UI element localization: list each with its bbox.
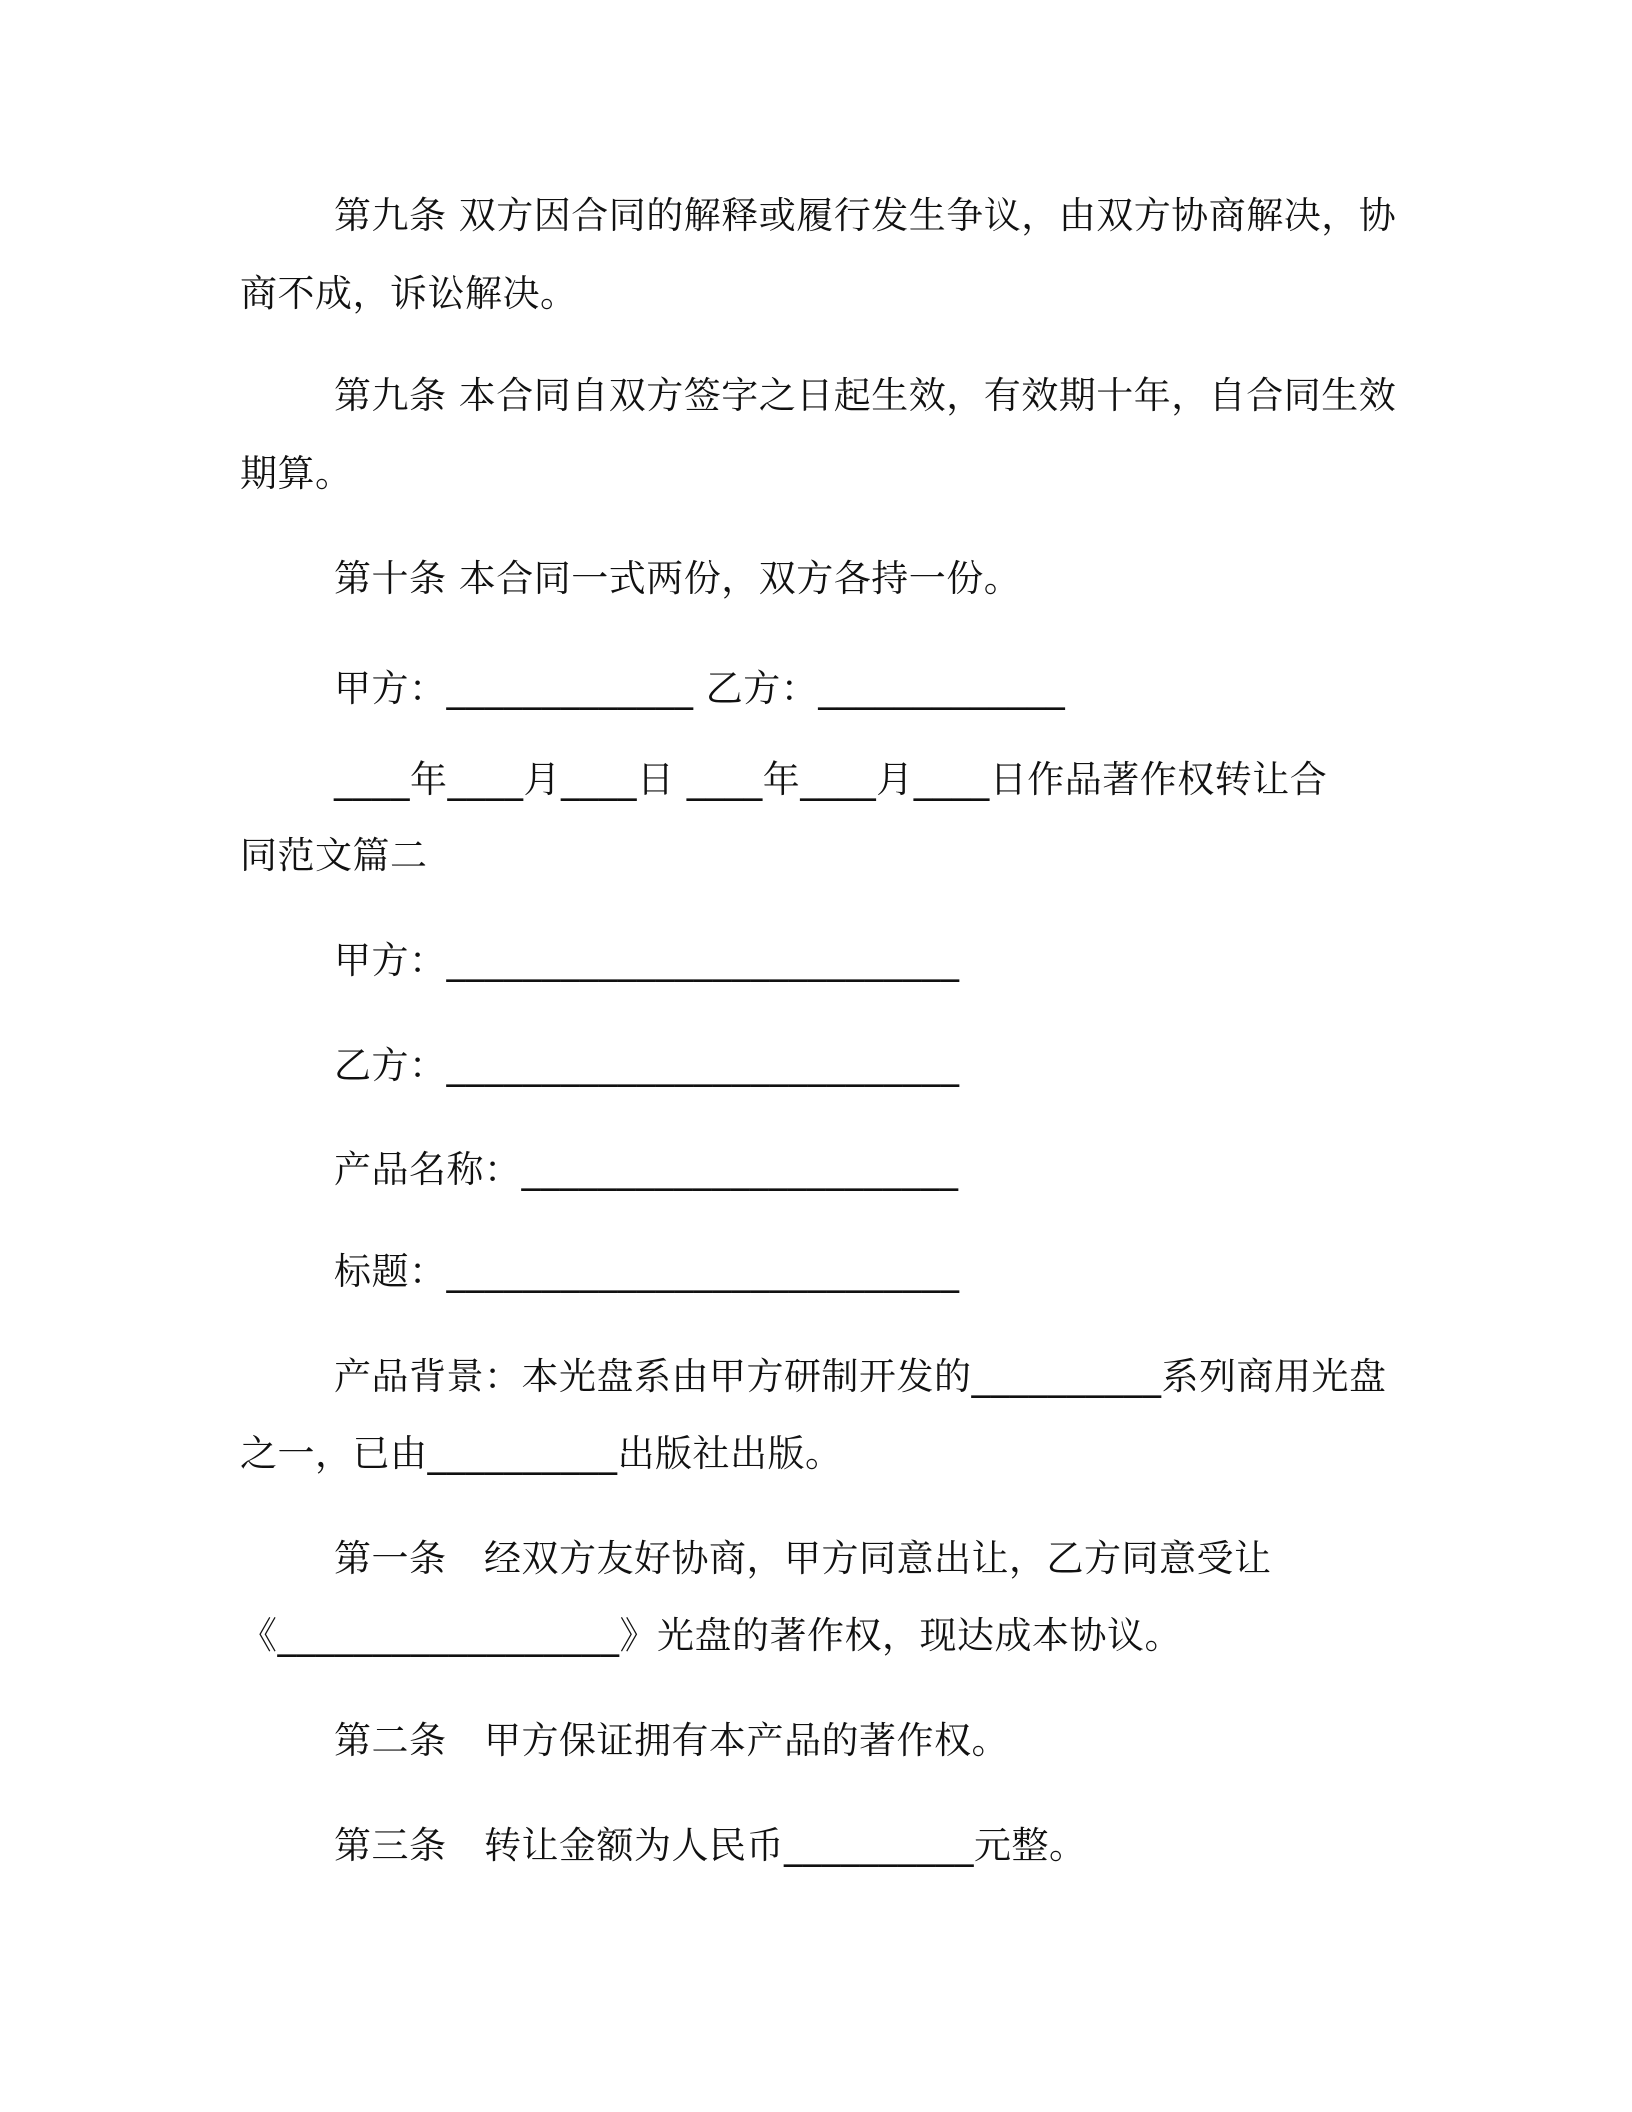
product-background-line-2: 之一，已由__________出版社出版。 bbox=[240, 1432, 843, 1475]
article-1-line-1: 第一条 经双方友好协商，甲方同意出让，乙方同意受让 bbox=[334, 1537, 1272, 1580]
product-background-line-1: 产品背景：本光盘系由甲方研制开发的__________系列商用光盘 bbox=[334, 1355, 1387, 1398]
article-2: 第二条 甲方保证拥有本产品的著作权。 bbox=[334, 1719, 1009, 1762]
signature-parties-line: 甲方：_____________ 乙方：_____________ bbox=[334, 667, 1066, 710]
article-9-effective-line-2: 期算。 bbox=[240, 452, 353, 495]
article-10-copies: 第十条 本合同一式两份，双方各持一份。 bbox=[334, 557, 1022, 600]
date-title-line-2: 同范文篇二 bbox=[240, 834, 428, 877]
article-3: 第三条 转让金额为人民币__________元整。 bbox=[334, 1824, 1087, 1867]
party-a-field: 甲方：___________________________ bbox=[334, 939, 960, 982]
article-9-dispute-line-2: 商不成，诉讼解决。 bbox=[240, 272, 578, 315]
article-1-line-2: 《__________________》光盘的著作权，现达成本协议。 bbox=[240, 1614, 1182, 1657]
article-9-dispute-line-1: 第九条 双方因合同的解释或履行发生争议，由双方协商解决，协 bbox=[334, 194, 1397, 237]
title-field: 标题：___________________________ bbox=[334, 1250, 960, 1293]
product-name-field: 产品名称：_______________________ bbox=[334, 1148, 959, 1191]
date-title-line-1: ____年____月____日 ____年____月____日作品著作权转让合 bbox=[334, 758, 1328, 801]
article-9-effective-line-1: 第九条 本合同自双方签字之日起生效，有效期十年，自合同生效 bbox=[334, 374, 1397, 417]
party-b-field: 乙方：___________________________ bbox=[334, 1044, 960, 1087]
